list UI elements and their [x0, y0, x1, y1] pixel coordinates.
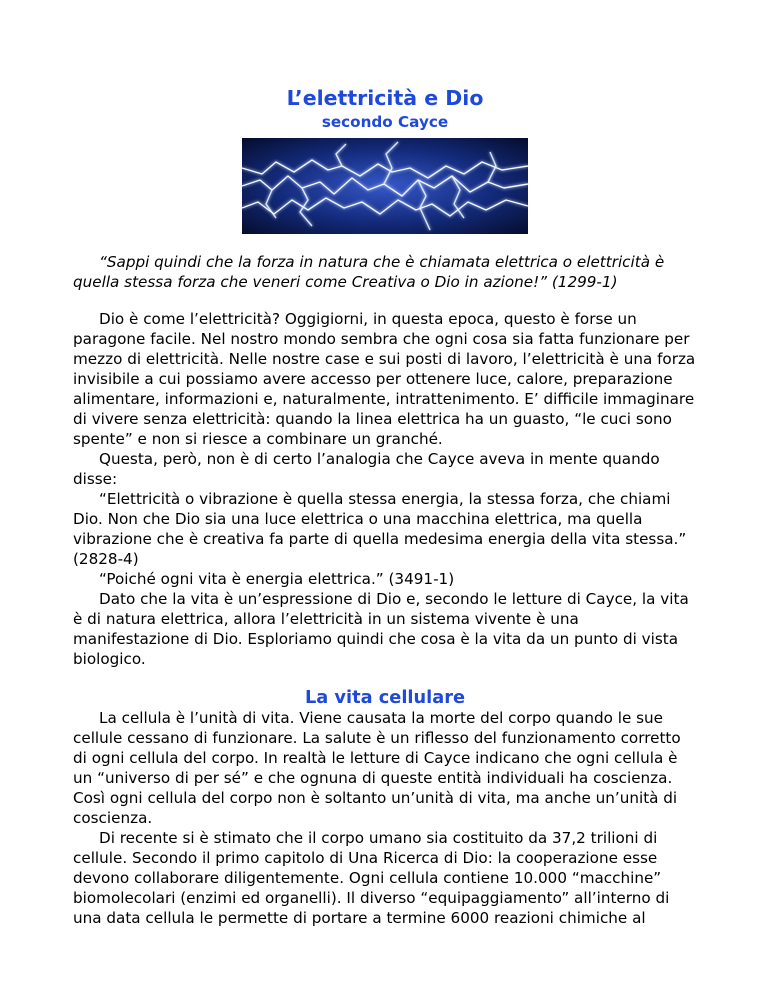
body-paragraph: Questa, però, non è di certo l’analogia che Cayce aveva in mente quando disse:: [73, 450, 660, 488]
body-quote: “Poiché ogni vita è energia elettrica.” (3491-1): [99, 570, 455, 588]
intro-quote: “Sappi quindi che la forza in natura che è chiamata elettrica o elettricità è quella stessa forza che veneri come Creativa o Dio in azione!” (1299-1): [73, 253, 665, 291]
section-paragraph: Di recente si è stimato che il corpo umano sia costituito da 37,2 trilioni di cellule. Secondo il primo capitolo di Una Ricerca di Dio: la cooperazione esse devono collaborare diligentemente. Ogni cellula contiene 10.000 “macchine” biomolecolari (enzimi ed organelli). Il diverso “equipaggiamento” all’interno di una data cellula le permette di portare a termine 6000 reazioni chimiche al: [73, 829, 670, 927]
page-title: L’elettricità e Dio: [286, 86, 484, 110]
body-quote: “Elettricità o vibrazione è quella stessa energia, la stessa forza, che chiami Dio. Non che Dio sia una luce elettrica o una macchina elettrica, ma quella vibrazione che è creativa fa parte di quella medesima energia della vita stessa.” (2828-4): [73, 490, 687, 568]
body-paragraph: Dio è come l’elettricità? Oggigiorni, in questa epoca, questo è forse un paragone facile. Nel nostro mondo sembra che ogni cosa sia fatta funzionare per mezzo di elettricità. Nelle nostre case e sui posti di lavoro, l’elettricità è una forza invisibile a cui possiamo avere accesso per ottenere luce, calore, preparazione alimentare, informazioni e, naturalmente, intrattenimento. E’ difficile immaginare di vivere senza elettricità: quando la linea elettrica ha un guasto, “le cuci sono spente” e non si riesce a combinare un granché.: [73, 310, 696, 448]
lightning-image: [242, 138, 528, 234]
lightning-image-container: [73, 138, 697, 234]
document-page: [73, 84, 697, 928]
section-title: La vita cellulare: [304, 687, 466, 708]
body-paragraph: Dato che la vita è un’espressione di Dio e, secondo le letture di Cayce, la vita è di natura elettrica, allora l’elettricità in un sistema vivente è una manifestazione di Dio. Esploriamo quindi che cosa è la vita da un punto di vista biologico.: [73, 590, 689, 668]
page-subtitle: secondo Cayce: [321, 113, 449, 131]
section-paragraph: La cellula è l’unità di vita. Viene causata la morte del corpo quando le sue cellule cessano di funzionare. La salute è un riflesso del funzionamento corretto di ogni cellula del corpo. In realtà le letture di Cayce indicano che ogni cellula è un “universo di per sé” e che ognuna di queste entità individuali ha coscienza. Così ogni cellula del corpo non è soltanto un’unità di vita, ma anche un’unità di coscienza.: [73, 709, 681, 827]
